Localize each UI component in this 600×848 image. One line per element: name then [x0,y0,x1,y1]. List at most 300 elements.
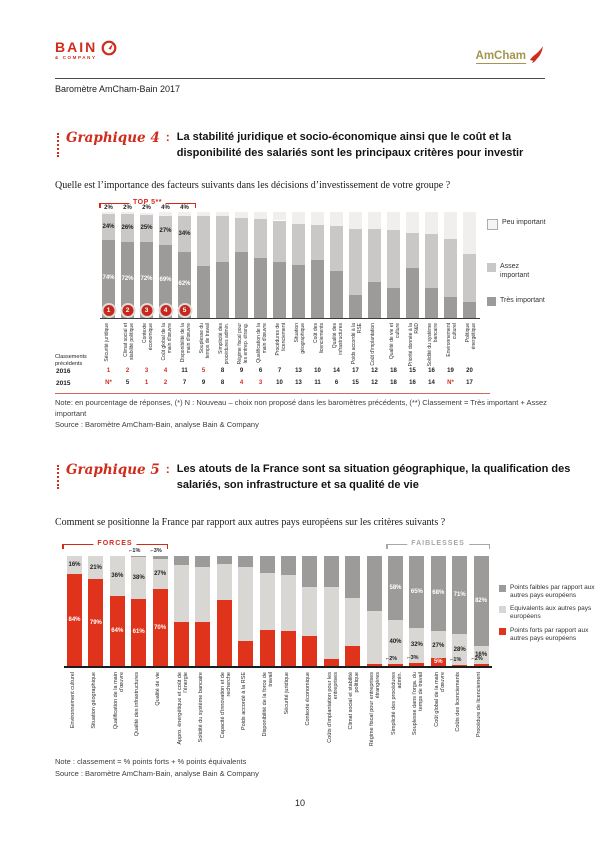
bar-value-label: 32% [410,642,423,649]
g4-classements-label: Classements précédents [55,354,87,368]
bar-value-label: 68% [432,590,445,597]
x-axis-label: Souplesse dans l'orga. du temps de travail [412,672,425,736]
x-axis-label-cell [100,321,119,367]
bar [174,556,189,666]
x-axis-label: Qualité des infrastructures [331,323,344,355]
x-axis-label-cell [107,670,128,752]
x-axis-label: Simplicité des procédures admin. [217,323,230,365]
g4-xlabels [100,321,480,367]
bar-segment-faibles [131,556,146,557]
x-axis-label: Environnement culturel [445,323,458,357]
bar [292,212,305,318]
bar [406,212,419,318]
bar-segment-peu [311,212,324,225]
rank-value: 7 [182,380,187,386]
bar-segment-peu [121,212,134,214]
rank-value: 16 [409,380,416,386]
x-axis-label-cell [299,670,320,752]
bar-segment-assez [425,234,438,288]
bar-segment-peu [140,213,153,215]
bar-segment-tres [387,288,400,318]
rank-row [56,380,480,391]
legend-swatch-tres [487,297,496,306]
g5-label: Graphique 5 [66,462,160,478]
bar-segment-peu [102,212,115,214]
legend-item [487,262,549,280]
x-axis-label: Poids accordé à la RSE [350,323,363,365]
bar-value-label: 79% [89,619,102,626]
x-axis-label-cell [195,321,214,367]
x-axis-label-cell [192,670,213,752]
rank-value: 12 [371,380,378,386]
rank-value: 12 [371,368,378,374]
bar-segment-peu [330,212,343,226]
bar-segment-tres [292,265,305,318]
x-axis-label: Poids accordé à la RSE [240,672,247,731]
g5-xlabels [64,670,492,752]
rank-row [56,368,480,379]
g5-notes [55,757,547,779]
g5-note: Note : classement = % points forts + % points équivalents [55,757,247,766]
bar-value-label: 25% [140,225,153,232]
legend-item [487,218,546,230]
bar-segment-faibles [367,556,382,611]
x-axis-label: Disponibilité de la main d'œuvre [179,323,192,363]
rank-badge: 1 [103,305,114,316]
bar-segment-forts [324,659,339,666]
x-axis-label-cell [138,321,157,367]
x-axis-label: Situation géographique [293,323,306,354]
bar-segment-peu [425,212,438,234]
x-axis-label-cell [150,670,171,752]
bar-value-label: ⌐3% [407,654,419,661]
bar-segment-assez [330,226,343,272]
bar-segment-tres [216,262,229,318]
x-axis-label: Coûts d'implantation pour les entreprises [326,672,339,743]
bar-segment-forts [260,630,275,666]
bar-segment-peu [273,212,286,220]
bar-segment-tres [311,260,324,318]
rank-value: 1 [106,368,111,374]
bar-segment-equivalents [324,587,339,660]
rank-value: 9 [239,368,244,374]
bar [444,212,457,318]
bar [216,212,229,318]
bain-logo-subtext: & COMPANY [55,55,97,60]
x-axis-label-cell [406,670,427,752]
bar [425,212,438,318]
bar [367,556,382,666]
rank-values [100,380,480,391]
rank-value: 17 [466,380,473,386]
bar-value-label: 5% [431,658,446,666]
bar [324,556,339,666]
bar-segment-assez [292,224,305,265]
bar-segment-peu [406,212,419,233]
legend-swatch-equivalents [499,606,506,613]
bar-value-label: 27% [159,227,172,234]
x-axis-label: Environnement culturel [69,672,76,729]
bar [110,556,125,666]
bar-segment-assez [235,218,248,252]
bar-value-label: 40% [389,638,402,645]
header-divider [55,78,545,79]
bar-value-label: 61% [132,629,145,636]
rank-value: 13 [295,380,302,386]
g4-plot [100,205,480,319]
bar-segment-faibles [174,556,189,565]
bar-segment-faibles [153,556,168,559]
x-axis-label-cell [385,670,406,752]
rank-value: 5 [125,380,130,386]
bar-segment-peu [235,212,248,218]
rank-value: 11 [314,380,321,386]
x-axis-label-cell [347,321,366,367]
bar [88,556,103,666]
rank-value: 18 [390,368,397,374]
rank-value: 4 [163,368,168,374]
bar-segment-peu [159,212,172,216]
rank-value: 8 [220,368,225,374]
x-axis-label-cell [271,321,290,367]
rank-year: 2015 [56,380,71,387]
x-axis-label-cell [442,321,461,367]
bar-value-label: 64% [111,627,124,634]
bar [452,556,467,666]
rank-value: 16 [428,368,435,374]
x-axis-label-cell [171,670,192,752]
bar-segment-forts [474,664,489,666]
rank-value: N* [447,380,454,386]
bar-value-label: ⌐2% [471,655,483,662]
bar-segment-forts [217,600,232,666]
bar [388,556,403,666]
x-axis-label: Solidité du système bancaire [198,672,205,743]
x-axis-label: Qualification de la main d'œuvre [255,323,268,363]
x-axis-label: Qualification de la main d'œuvre [112,672,125,730]
rank-value: 6 [258,368,263,374]
bar [368,212,381,318]
bar-segment-tres [273,262,286,318]
bar [67,556,82,666]
bar-segment-forts [388,664,403,666]
bar-segment-equivalents [217,564,232,600]
g4-top5-bracket [99,199,196,206]
bar-value-label: 71% [453,592,466,599]
x-axis-label-cell [449,670,470,752]
rank-value: 4 [239,380,244,386]
rank-value: 14 [428,380,435,386]
legend-item [499,627,595,643]
x-axis-label: Coût global de la main d'œuvre [433,672,446,727]
x-axis-label-cell [385,321,404,367]
x-axis-label: Simplicité des procédures admin. [390,672,404,735]
bar [129,548,146,666]
rank-year: 2016 [56,368,71,375]
page-number: 10 [294,798,305,808]
amcham-eagle-icon [528,44,545,69]
x-axis-label-cell [214,321,233,367]
bar [463,212,476,318]
g4-ranks [56,368,480,393]
x-axis-label-cell [157,321,176,367]
bar-segment-equivalents [302,587,317,637]
bar-segment-faibles [302,556,317,587]
bar-segment-peu [216,212,229,216]
rank-value: 17 [352,368,359,374]
legend-label: Très important [500,297,545,304]
bar-value-label: 27% [154,571,167,578]
rank-value: 9 [201,380,206,386]
bar-value-label: 70% [154,624,167,631]
amcham-logo-text: AmCham [476,49,526,64]
bar-segment-equivalents [195,567,210,622]
g5-forces-bracket [62,540,168,547]
rank-value: 20 [466,368,473,374]
x-axis-label-cell [404,321,423,367]
bar-segment-assez [311,225,324,260]
x-axis-label: Régime fiscal pour les entrep. étrang. [236,323,249,365]
bar-value-label: 21% [89,564,102,571]
bar [409,556,424,666]
bar-segment-assez [254,219,267,257]
bar-value-label: 16% [475,652,488,658]
rank-values [100,368,480,379]
bar-segment-assez [368,229,381,282]
x-axis-label: Contexte économique [141,323,154,351]
bar-segment-assez [349,229,362,295]
bar-value-label: 82% [475,598,488,605]
bar-segment-tres [425,288,438,318]
g5-faiblesses-label: FAIBLESSES [407,540,469,547]
bar-segment-tres [406,268,419,318]
bar-segment-peu [178,212,191,216]
x-axis-label-cell [85,670,106,752]
x-axis-label: Disponibilité de la force de travail [262,672,275,737]
bar [217,556,232,666]
bar-segment-forts [302,636,317,666]
legend-label: Peu important [502,219,546,226]
legend-item [499,605,595,621]
bain-logo [55,40,117,61]
g5-source: Source : Baromètre AmCham-Bain, analyse Bain & Company [55,768,259,778]
legend-label: Points faibles par rapport aux autres pays européens [510,584,595,600]
g5-plot [64,548,492,668]
x-axis-label: Coût global de la main d'œuvre [160,323,173,361]
x-axis-label-cell [366,321,385,367]
x-axis-label: Solidité du système bancaire [426,323,439,367]
bar-value-label: 2% [123,205,132,211]
bar-segment-assez [463,254,476,302]
rank-value: 11 [181,368,188,374]
g5-forces-label: FORCES [93,540,136,547]
bar-segment-faibles [324,556,339,587]
bar-segment-assez [387,230,400,288]
bar [102,205,115,318]
bar-segment-peu [197,212,210,216]
bar-segment-tres [368,282,381,318]
x-axis-label-cell [176,321,195,367]
bar [150,548,168,666]
bar [238,556,253,666]
bar-value-label: 34% [178,231,191,238]
bar [195,556,210,666]
g4-top5-label: TOP 5** [129,199,166,206]
x-axis-label-cell [428,670,449,752]
x-axis-label: Régime fiscal pour entreprises étrangères [369,672,382,747]
bar-value-label: 27% [432,642,445,649]
x-axis-label: Priorité donnée à la R&D [407,323,420,367]
rank-value: 5 [201,368,206,374]
bar-segment-tres [463,302,476,318]
x-axis-label-cell [423,321,442,367]
g5-question: Comment se positionne la France par rapport aux autres pays européens sur les critères suivants ? [55,517,446,528]
bar-segment-faibles [195,556,210,567]
g4-note: Note: en pourcentage de réponses, (*) N : Nouveau – choix non proposé dans les baromètres précédents, (**) Classement = Très important + Assez important [55,398,547,418]
x-axis-label: Sécurité juridique [283,672,290,715]
bar-value-label: 65% [410,588,423,595]
bar-value-label: 72% [140,275,153,282]
bar-value-label: 38% [132,575,145,581]
bar-segment-peu [463,212,476,254]
x-axis-label-cell [214,670,235,752]
rank-value: 14 [333,368,340,374]
bar [121,205,134,318]
x-axis-label: Qualité de vie [155,672,162,706]
g5-legend [499,584,595,648]
x-axis-label: Procédures de licenciement [274,323,287,356]
bar-value-label: 4% [180,205,189,211]
bar-segment-forts [195,622,210,666]
bar-segment-forts [281,631,296,666]
rank-value: 7 [277,368,282,374]
x-axis-label-cell [64,670,85,752]
legend-swatch-faibles [499,585,506,592]
x-axis-label: Sécurité juridique [103,323,110,362]
bar [260,556,275,666]
bar-value-label: 26% [121,224,134,231]
x-axis-label-cell [128,670,149,752]
rank-value: 19 [447,368,454,374]
bar [330,212,343,318]
bar-segment-peu [368,212,381,229]
bar [311,212,324,318]
bain-logo-text: BAIN [55,39,98,55]
rank-value: 15 [409,368,416,374]
bar-segment-assez [444,239,457,297]
bar-value-label: 84% [68,616,81,623]
bar [471,556,489,666]
g5-colon: : [165,462,170,476]
x-axis-label-cell [328,321,347,367]
bar-segment-faibles [281,556,296,575]
bar [235,212,248,318]
bar-segment-faibles [217,556,232,564]
bar-segment-forts [409,663,424,666]
bar-segment-peu [444,212,457,239]
bar-segment-forts [452,665,467,666]
x-axis-label: Procédure de licenciement [476,672,483,738]
bar [345,556,360,666]
bar-segment-equivalents [238,567,253,641]
bar-segment-assez [406,233,419,268]
bar-segment-tres [254,258,267,318]
bar-segment-faibles [260,556,275,573]
bar-value-label: 28% [453,646,466,653]
rank-value: 2 [125,368,130,374]
bar [302,556,317,666]
bar-segment-assez [273,221,286,262]
bar-value-label: ⌐2% [386,655,398,662]
bar [281,556,296,666]
bar-value-label: 74% [102,274,115,281]
rank-badge: 3 [141,305,152,316]
x-axis-label-cell [290,321,309,367]
g5-title: Les atouts de la France sont sa situation géographique, la qualification des salariés, son infrastructure et sa qualité de vie [176,463,571,491]
bar-segment-peu [349,212,362,229]
legend-item [487,296,545,306]
rank-value: 6 [334,380,339,386]
x-axis-label-cell [233,321,252,367]
doc-title: Baromètre AmCham-Bain 2017 [55,84,181,94]
bain-compass-icon [101,40,117,61]
bar-segment-tres [197,266,210,318]
g4-question: Quelle est l’importance des facteurs suivants dans les décisions d’investissement de votre groupe ? [55,180,451,191]
bar-value-label: 58% [389,584,402,591]
bar-segment-faibles [238,556,253,567]
g4-source: Source : Baromètre AmCham-Bain, analyse Bain & Company [55,420,259,429]
rank-value: 10 [276,380,283,386]
g4-rank-underline [55,393,490,394]
g5-faiblesses-bracket [386,540,490,547]
rank-value: 13 [295,368,302,374]
x-axis-label: Qualité de vie et culture [388,323,401,360]
legend-label: Assez important [500,263,530,280]
x-axis-label: Coût des licenciements [312,323,325,354]
legend-swatch-assez [487,263,496,272]
bar-segment-forts [238,641,253,666]
bar-segment-forts [367,664,382,666]
x-axis-label-cell [364,670,385,752]
x-axis-label-cell [321,670,342,752]
g5-heading [66,462,575,494]
bar [159,205,172,318]
bar-value-label: 24% [102,223,115,230]
bar-segment-forts [174,622,189,666]
x-axis-label: Climat social et stabilité politique [347,672,361,730]
g4-title: La stabilité juridique et socio-économique ainsi que le coût et la disponibilité des salariés sont les principaux critères pour investir [176,131,524,159]
bar [140,205,153,318]
bar-segment-forts [345,646,360,666]
x-axis-label: Qualité des infrastructures [133,672,140,737]
x-axis-label: Capacité d'innovation et de recherche [219,672,232,739]
bar [273,212,286,318]
legend-swatch-forts [499,628,506,635]
bar [349,212,362,318]
bar [431,556,446,666]
bar-value-label: 69% [159,277,172,284]
rank-value: 8 [220,380,225,386]
bar-segment-faibles [345,556,360,598]
x-axis-label-cell [257,670,278,752]
bar [197,212,210,318]
x-axis-label: Politique énergétique [464,323,477,350]
rank-badge: 2 [122,305,133,316]
rank-value: N* [105,380,112,386]
bar-value-label: 36% [111,572,124,579]
bar [387,212,400,318]
bar-segment-equivalents [345,598,360,646]
